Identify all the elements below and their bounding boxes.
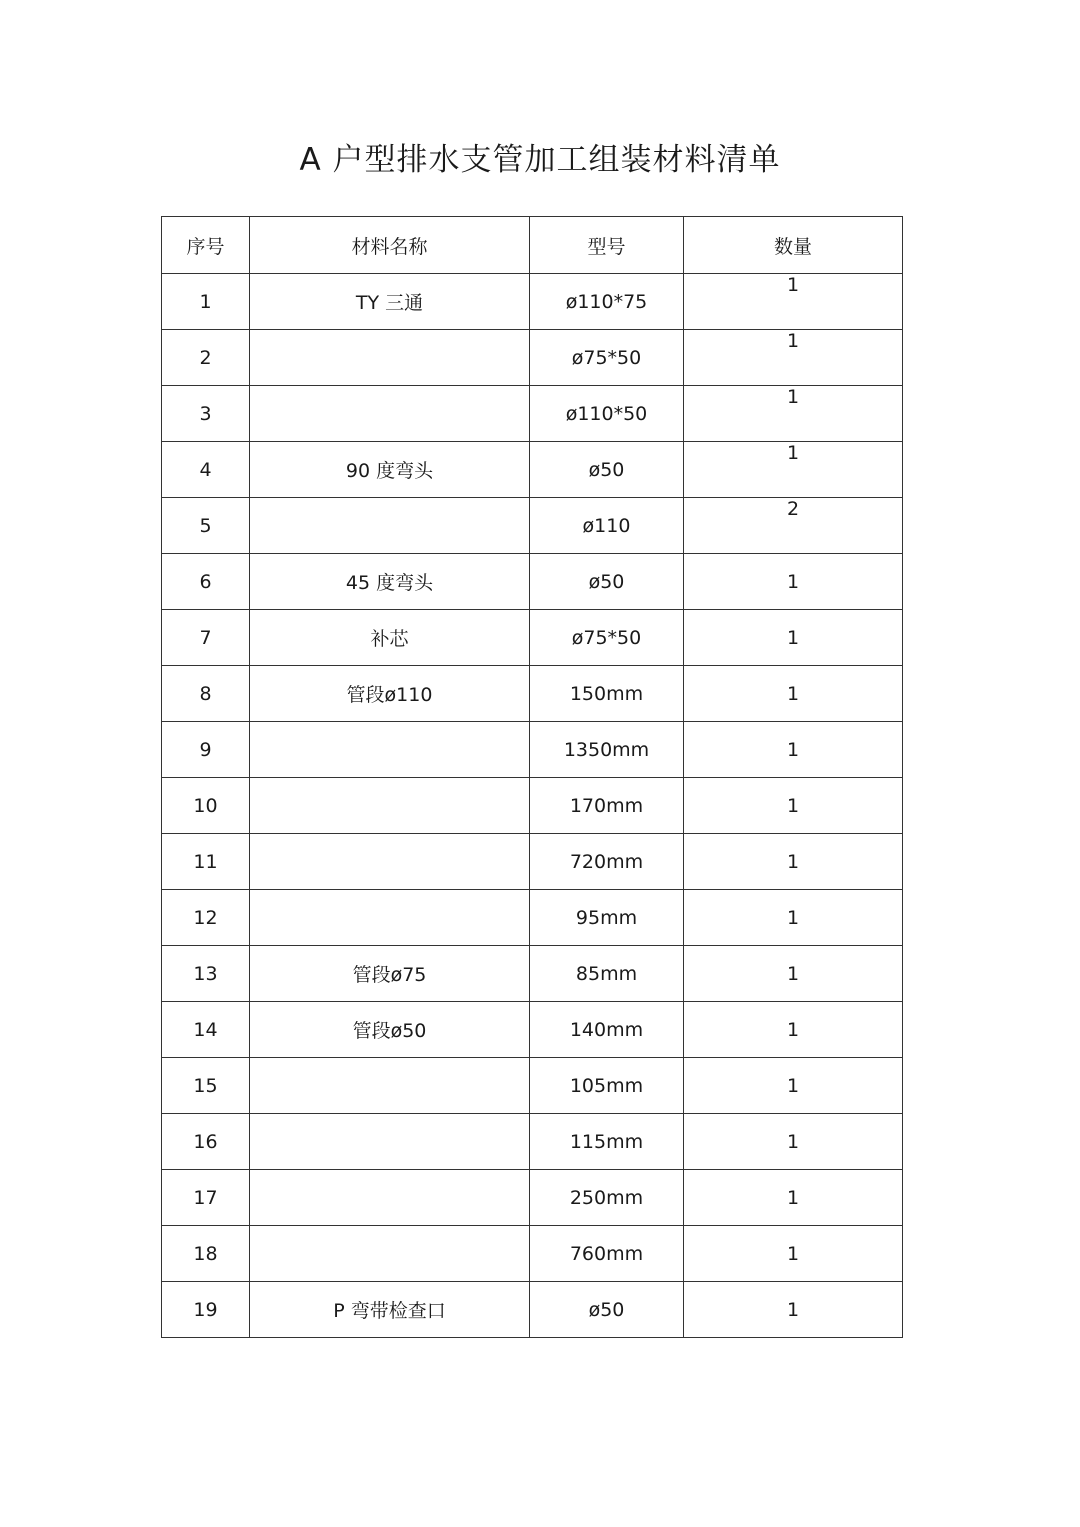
table-row: [162, 890, 903, 946]
cell-name: [250, 1058, 530, 1114]
table-row: [162, 1058, 903, 1114]
cell-qty: 1: [684, 890, 903, 946]
document-title: A 户型排水支管加工组装材料清单: [299, 142, 781, 178]
cell-name: [250, 1226, 530, 1282]
cell-name: [250, 1170, 530, 1226]
cell-model: 760mm: [530, 1226, 684, 1282]
cell-model: ø75*50: [530, 330, 684, 386]
table-row: [162, 274, 903, 330]
header-no: 序号: [162, 217, 250, 274]
cell-no: 7: [162, 610, 250, 666]
cell-qty: 1: [684, 834, 903, 890]
cell-no: 4: [162, 442, 250, 498]
cell-model: ø50: [530, 442, 684, 498]
cell-no: 13: [162, 946, 250, 1002]
materials-table: [161, 216, 903, 1338]
cell-qty: 1: [684, 274, 903, 330]
cell-model: ø50: [530, 554, 684, 610]
cell-no: 14: [162, 1002, 250, 1058]
cell-model: ø110: [530, 498, 684, 554]
cell-model: 150mm: [530, 666, 684, 722]
header-name: 材料名称: [250, 217, 530, 274]
cell-name: 管段ø50: [250, 1002, 530, 1058]
table-row: [162, 946, 903, 1002]
cell-name: P 弯带检查口: [250, 1282, 530, 1338]
cell-no: 10: [162, 778, 250, 834]
table-body: [162, 274, 903, 1338]
cell-name: [250, 834, 530, 890]
cell-no: 18: [162, 1226, 250, 1282]
table-row: [162, 386, 903, 442]
table-row: [162, 610, 903, 666]
cell-no: 8: [162, 666, 250, 722]
table-row: [162, 1114, 903, 1170]
cell-name: [250, 498, 530, 554]
cell-no: 17: [162, 1170, 250, 1226]
table-row: [162, 1002, 903, 1058]
cell-name: [250, 1114, 530, 1170]
table-row: [162, 666, 903, 722]
cell-no: 19: [162, 1282, 250, 1338]
table-row: [162, 554, 903, 610]
table-row: [162, 1170, 903, 1226]
table-header-row: [162, 217, 903, 274]
cell-no: 16: [162, 1114, 250, 1170]
cell-model: ø75*50: [530, 610, 684, 666]
cell-model: 720mm: [530, 834, 684, 890]
cell-no: 6: [162, 554, 250, 610]
cell-qty: 1: [684, 1170, 903, 1226]
cell-qty: 1: [684, 778, 903, 834]
cell-qty: 1: [684, 442, 903, 498]
cell-model: 85mm: [530, 946, 684, 1002]
cell-name: [250, 386, 530, 442]
header-qty: 数量: [684, 217, 903, 274]
cell-model: 1350mm: [530, 722, 684, 778]
cell-no: 12: [162, 890, 250, 946]
cell-qty: 1: [684, 386, 903, 442]
table-row: [162, 834, 903, 890]
cell-model: ø110*75: [530, 274, 684, 330]
cell-qty: 1: [684, 722, 903, 778]
cell-model: 115mm: [530, 1114, 684, 1170]
cell-no: 5: [162, 498, 250, 554]
cell-name: [250, 778, 530, 834]
cell-name: TY 三通: [250, 274, 530, 330]
cell-qty: 1: [684, 554, 903, 610]
table-row: [162, 442, 903, 498]
cell-model: 95mm: [530, 890, 684, 946]
cell-qty: 1: [684, 666, 903, 722]
table-row: [162, 778, 903, 834]
cell-qty: 1: [684, 1058, 903, 1114]
cell-name: 管段ø75: [250, 946, 530, 1002]
table-row: [162, 1226, 903, 1282]
cell-qty: 1: [684, 610, 903, 666]
cell-model: 250mm: [530, 1170, 684, 1226]
cell-no: 1: [162, 274, 250, 330]
cell-model: 170mm: [530, 778, 684, 834]
table-row: [162, 722, 903, 778]
cell-name: 补芯: [250, 610, 530, 666]
cell-qty: 1: [684, 946, 903, 1002]
cell-model: 140mm: [530, 1002, 684, 1058]
cell-no: 3: [162, 386, 250, 442]
cell-no: 11: [162, 834, 250, 890]
cell-name: 90 度弯头: [250, 442, 530, 498]
cell-qty: 1: [684, 1114, 903, 1170]
cell-no: 2: [162, 330, 250, 386]
table-row: [162, 330, 903, 386]
cell-model: ø110*50: [530, 386, 684, 442]
cell-qty: 1: [684, 1002, 903, 1058]
cell-qty: 2: [684, 498, 903, 554]
cell-no: 9: [162, 722, 250, 778]
cell-name: [250, 330, 530, 386]
cell-no: 15: [162, 1058, 250, 1114]
cell-qty: 1: [684, 330, 903, 386]
cell-model: ø50: [530, 1282, 684, 1338]
cell-qty: 1: [684, 1226, 903, 1282]
cell-name: [250, 890, 530, 946]
table-row: [162, 1282, 903, 1338]
cell-name: [250, 722, 530, 778]
header-model: 型号: [530, 217, 684, 274]
cell-name: 45 度弯头: [250, 554, 530, 610]
table-row: [162, 498, 903, 554]
cell-name: 管段ø110: [250, 666, 530, 722]
cell-model: 105mm: [530, 1058, 684, 1114]
cell-qty: 1: [684, 1282, 903, 1338]
